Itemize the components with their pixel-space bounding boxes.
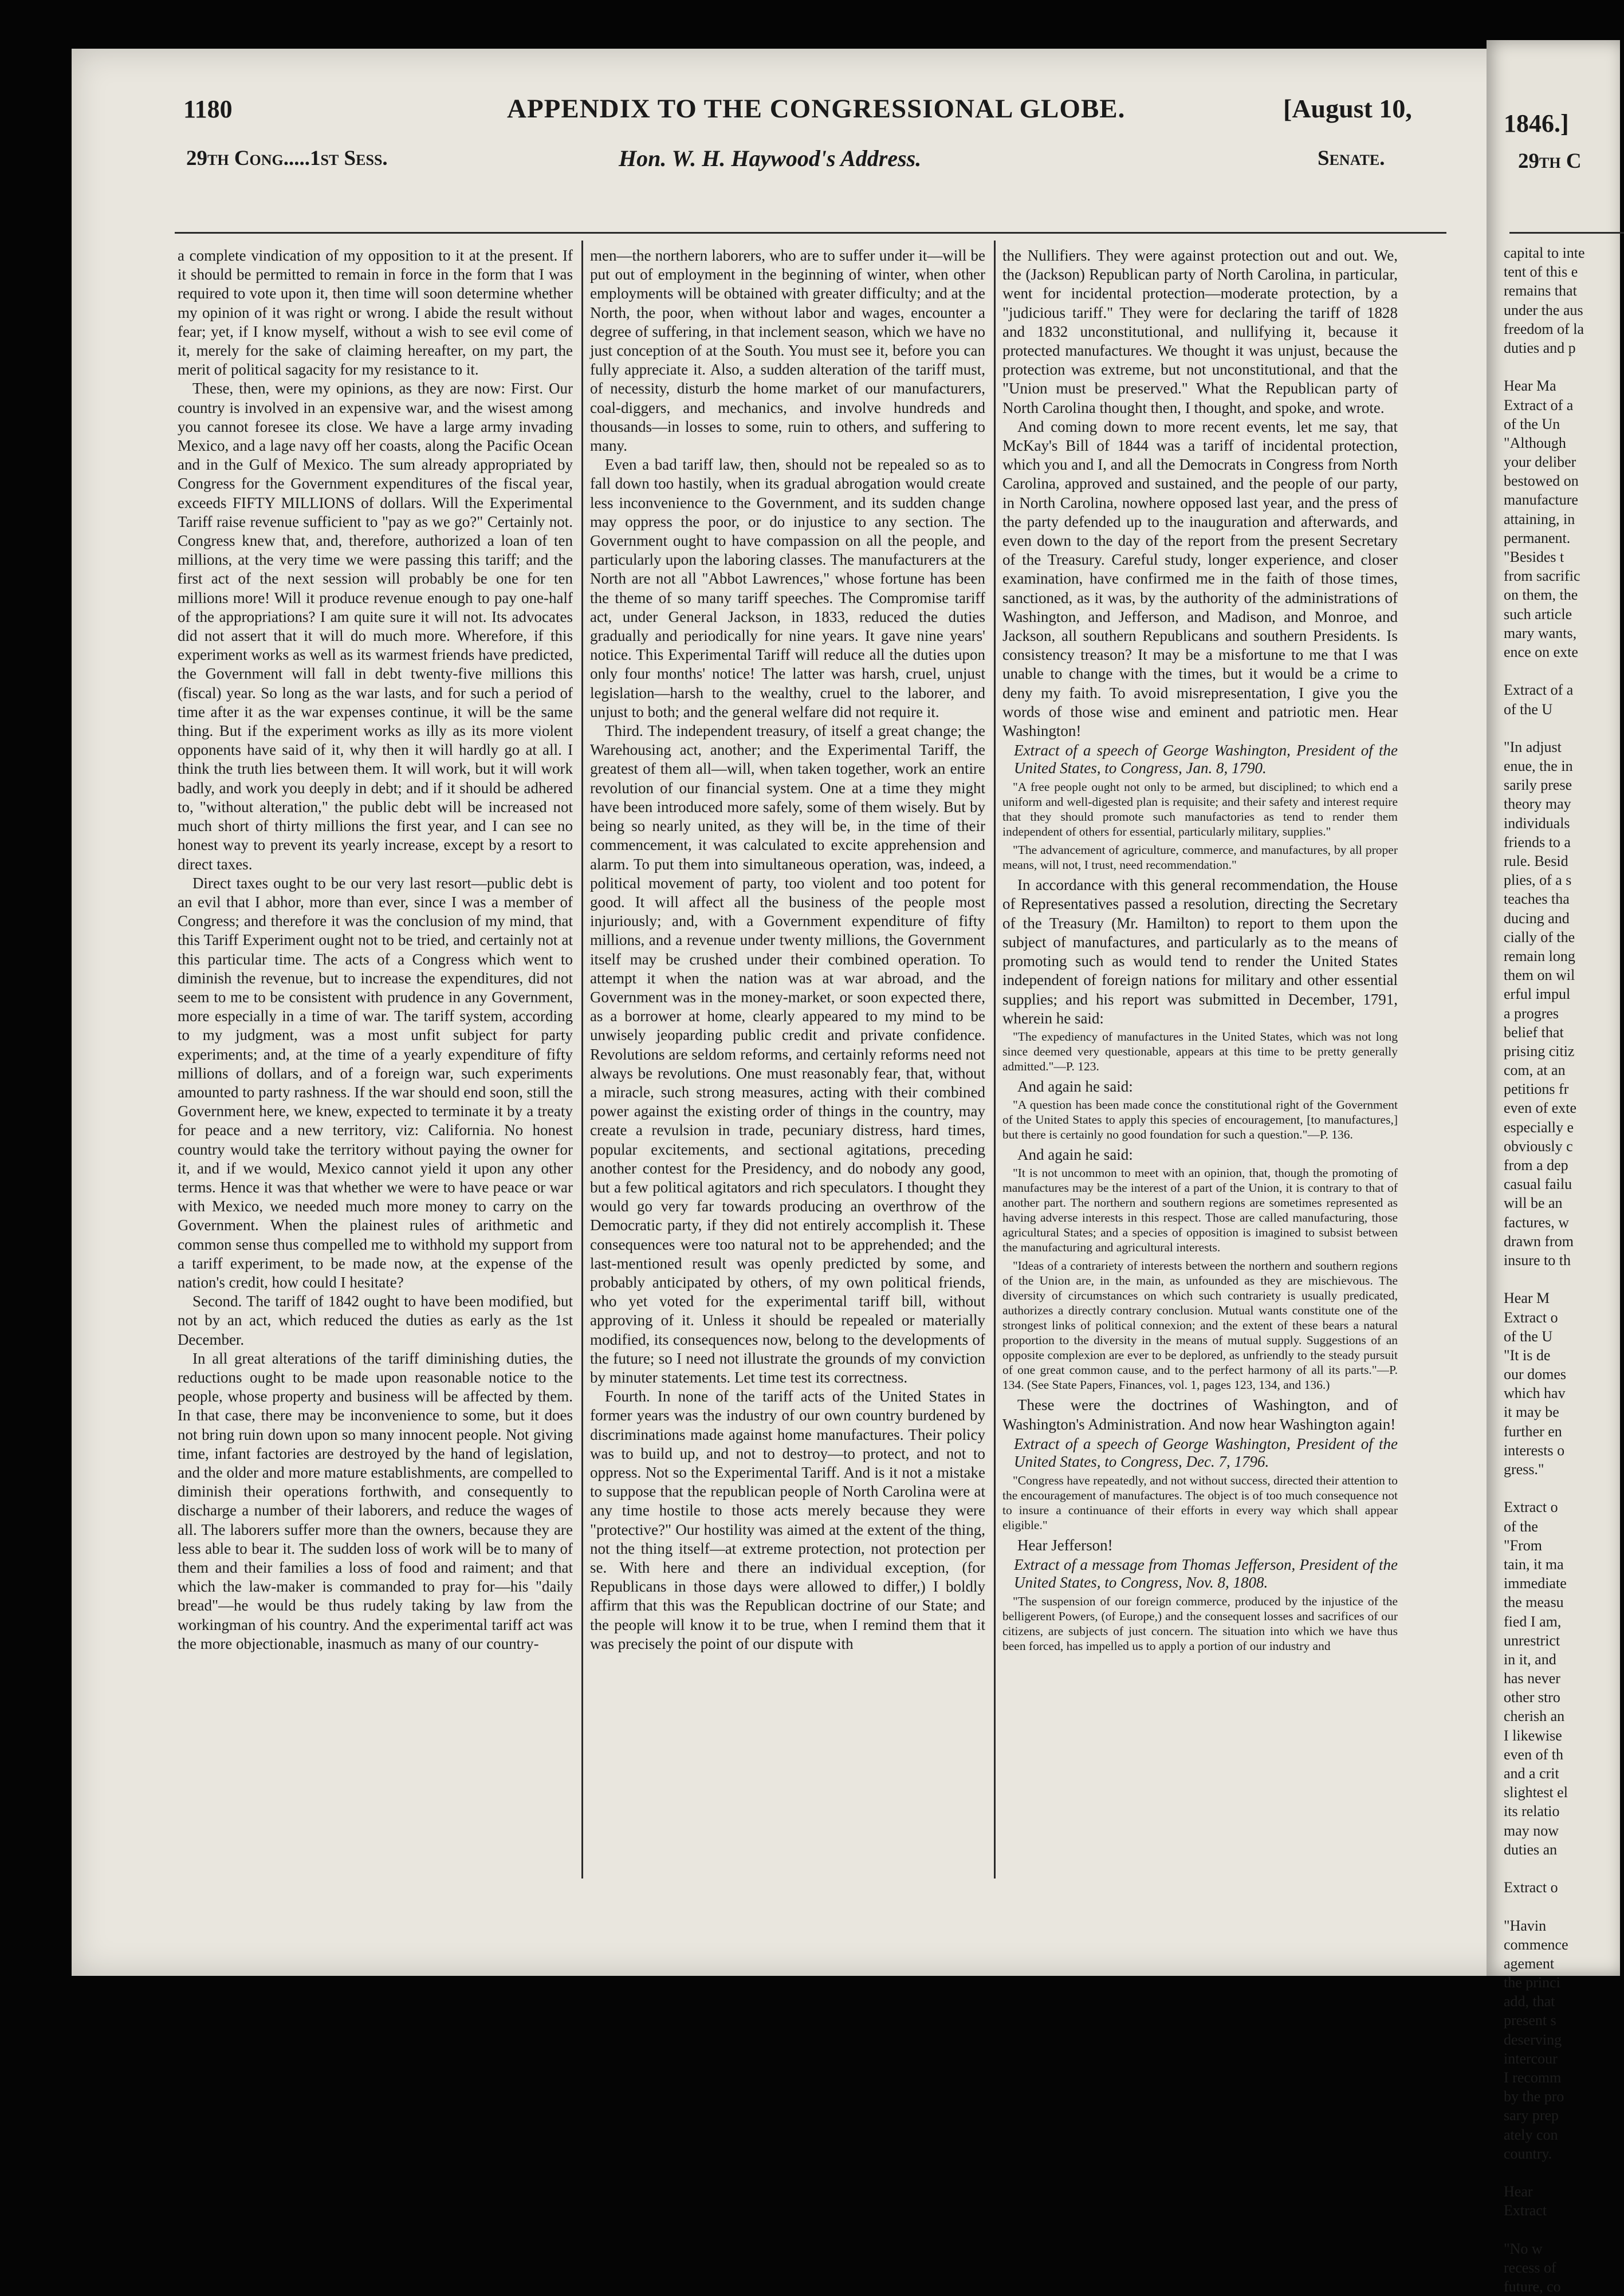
quoted-extract: "A question has been made conce the constitutional right of the Government of the United States to apply this species of encouragement, [to manufactures,] but there is certainly no good foundation for such a question."—P. 136. <box>1002 1098 1398 1142</box>
quoted-extract: "Congress have repeatedly, and not without success, directed their attention to the encouragement of manufactures. The object is of too much consequence not to insure a continuance of their efforts in every way which shall appear eligible." <box>1002 1473 1398 1532</box>
next-page-line: "In adjust <box>1504 738 1562 755</box>
next-page-line: further en <box>1504 1423 1562 1440</box>
quoted-extract: "A free people ought not only to be armed, but disciplined; to which end a uniform and well-digested plan is requisite; and their safety and interest require that they should promote such manufactories as tend to render them independent of others for essential, particularly military, supplies." <box>1002 780 1398 839</box>
next-page-line: country. <box>1504 2145 1552 2162</box>
next-page-line <box>1504 2163 1585 2182</box>
quoted-extract: "It is not uncommon to meet with an opinion, that, though the promoting of manufactures may be the interest of a part of the Union, it is contrary to that of another part. The northern and southern regions are sometimes represented as having adverse interests in this respect. Those are called manufacturing, those agricultural States; and a species of opposition is imagined to subsist between the manufacturing and agricultural interests. <box>1002 1166 1398 1255</box>
article-paragraph: These were the doctrines of Washington, and of Washington's Administration. And now hear Washington again! <box>1002 1396 1398 1433</box>
next-page-line: individuals <box>1504 814 1570 832</box>
next-page-line: the princi <box>1504 1974 1560 1991</box>
next-page-line: even of th <box>1504 1746 1563 1763</box>
next-page-line: its relatio <box>1504 1803 1560 1820</box>
next-page-line: "Although <box>1504 434 1566 451</box>
next-page-line: by the pro <box>1504 2088 1564 2105</box>
next-page-line: casual failu <box>1504 1176 1572 1193</box>
article-paragraph: Direct taxes ought to be our very last resort—public debt is an evil that I abhor, more than ever, since I was a member of Congress; and therefore it was the conclusion of my mind, that this Tariff Experiment ought not to be tried, and certainly not at this particular time. The acts of a Congress which went to diminish the revenue, but to increase the expenditures, did not seem to me to be consistent with prudence in any Government, more especially in a time of war. The tariff system, according to my judgment, was a most unfit subject for party experiments; and, at the time of a yearly expenditure of fifty millions of dollars, and of a foreign war, such experiments amounted to party rashness. If the war should end soon, still the Government here, we knew, expected to terminate it by a treaty for peace and a new territory, viz: California. No honest country would take the territory without paying the owner for it, and if we would, Mexico cannot yield it upon any other terms. Hence it was that whether we were to have peace or war with Mexico, we needed much more money to carry on the Government. When the plainest rules of arithmetic and common sense thus compelled me to withhold my support from a tariff experiment, to be made now, at the expense of the nation's credit, how could I hesitate? <box>178 874 573 1291</box>
article-paragraph: the Nullifiers. They were against protection out and out. We, the (Jackson) Republican party of North Carolina, in particular, went for incidental protection—moderate protection, by a "judicious tariff." They were for declaring the tariff of 1828 and 1832 unconstitutional, and nullifying it, because it protected manufactures. We thought it was unjust, because the protection was extreme, but not unconstitutional, and that the "Union must be preserved." What the Republican party of North Carolina thought then, I thought, and spoke, and wrote. <box>1002 247 1398 416</box>
page-title: APPENDIX TO THE CONGRESSIONAL GLOBE. <box>507 94 1126 124</box>
article-paragraph: a complete vindication of my opposition to it at the present. If it should be permitted to remain in force in the form that I was required to vote upon it, then time will soon determine whether my opinion of it was right or wrong. I abide the result without fear; yet, if I know myself, without a wish to see evil come of it, merely for the sake of claiming hereafter, on my part, the merit of political sagacity for my resistance to it. <box>178 247 573 379</box>
next-page-line: of the Un <box>1504 415 1560 432</box>
next-page-line: cherish an <box>1504 1708 1565 1725</box>
next-page-line <box>1504 661 1585 680</box>
next-page-line: interests o <box>1504 1442 1565 1459</box>
next-page-line <box>1504 1859 1585 1878</box>
next-page-line: tent of this e <box>1504 263 1578 281</box>
extract-heading: Extract of a message from Thomas Jefferson, President of the United States, to Congress, Nov. 8, 1808. <box>1014 1555 1398 1591</box>
article-paragraph: Third. The independent treasury, of itself a great change; the Warehousing act, another; and the Experimental Tariff, the greatest of them all—will, when taken together, work an entire revolution of our financial system. One at a time they might have been introduced more safely, some of them wisely. But by being so nearly united, as they will be, in the time of their commencement, it was calculated to excite apprehension and alarm. To put them into simultaneous operation, was, indeed, a political movement of party, too violent and too potent for good. It will affect all the business of the people most injuriously; and, with a Government expenditure of fifty millions, and a revenue under twenty millions, the Government itself may be crushed under their combined operation. To attempt it when the nation was at war abroad, and the Government was in the money-market, or soon expected there, as a borrower at home, clearly appeared to my mind to be unwisely jeoparding public credit and private confidence. Revolutions are seldom reforms, and certainly reforms need not always be revolutions. One must reasonably fear, that, without a miracle, such strong measures, acting with their combined power against the existing order of things in the country, may create a revulsion in trade, pecuniary distress, hard times, popular excitements, and sectional agitations, preceding another contest for the Presidency, and do nobody any good, but a few political agitators and rich speculators. I thought they would go very far towards producing an overthrow of the Democratic party, if they did not entirely accomplish it. These consequences were too natural not to be apprehended; and the last-mentioned result was openly predicted by some, and probably anticipated by others, of my own political friends, who yet voted for the experimental tariff bill, without approving of it. Unless it should be repealed or materially modified, its consequences now, belong to the developments of the future; so I need not illustrate the grounds of my conviction by minuter statements. Let time test its correctness. <box>590 722 985 1386</box>
quoted-extract: "The suspension of our foreign commerce, produced by the injustice of the belligerent Powers, (of Europe,) and the consequent losses and sacrifices of our citizens, are subjects of just concern. The situation into which we have thus been forced, has impelled us to apply a portion of our industry and <box>1002 1594 1398 1653</box>
next-page-line: plies, of a s <box>1504 872 1572 889</box>
next-page-line: "No w <box>1504 2240 1543 2257</box>
column-rule-2 <box>994 241 996 1878</box>
next-page-congress: 29th C <box>1518 149 1582 173</box>
next-page-line: other stro <box>1504 1689 1560 1706</box>
next-page-line: insure to th <box>1504 1251 1571 1269</box>
article-paragraph: Second. The tariff of 1842 ought to have been modified, but not by an act, which reduced the duties as early as the 1st December. <box>178 1293 573 1348</box>
extract-heading: Extract of a speech of George Washington, President of the United States, to Congress, Dec. 7, 1796. <box>1014 1435 1398 1470</box>
next-page-line: our domes <box>1504 1366 1567 1383</box>
next-page-line: a progres <box>1504 1005 1559 1022</box>
next-page-line: Extract o <box>1504 1879 1558 1896</box>
quoted-extract: "The advancement of agriculture, commerce, and manufactures, by all proper means, will not, I trust, need recommendation." <box>1002 843 1398 872</box>
next-page-line: ducing and <box>1504 909 1570 927</box>
next-page-line: I likewise <box>1504 1727 1562 1744</box>
extract-heading: Extract of a speech of George Washington, President of the United States, to Congress, Jan. 8, 1790. <box>1014 742 1398 777</box>
next-page-line: enue, the in <box>1504 758 1573 775</box>
next-page-line: sarily prese <box>1504 777 1572 794</box>
next-page-line: freedom of la <box>1504 320 1584 337</box>
column-3 <box>1002 246 1398 1896</box>
next-page-line <box>1504 1897 1585 1916</box>
next-page-line: "It is de <box>1504 1346 1551 1364</box>
article-paragraph: men—the northern laborers, who are to suffer under it—will be put out of employment in the beginning of winter, when other employments will be obtained with greater difficulty; and at the North, the poor, when without labor and wages, encounter a degree of suffering, in that inclement season, which we have no just conception of at the South. You must see it, before you can fully appreciate it. Also, a sudden alteration of the tariff must, of necessity, disturb the home market of our manufacturers, coal-diggers, and mechanics, and involve hundreds and thousands—in losses to some, ruin to others, and suffering to many. <box>590 247 985 455</box>
next-page-line <box>1504 1479 1585 1498</box>
next-page-line: duties and p <box>1504 339 1576 356</box>
newspaper-page <box>72 49 1587 1976</box>
next-page-line: duties an <box>1504 1841 1558 1858</box>
next-page-line: Extract of a <box>1504 682 1574 699</box>
next-page-line: remain long <box>1504 947 1575 964</box>
next-page-line: it may be <box>1504 1404 1559 1421</box>
next-page-line: of the U <box>1504 700 1553 718</box>
next-page-line: teaches tha <box>1504 891 1570 908</box>
next-page-line: of the U <box>1504 1328 1553 1345</box>
next-page-line: factures, w <box>1504 1214 1570 1231</box>
next-page-line: bestowed on <box>1504 472 1579 490</box>
next-page-line: will be an <box>1504 1195 1563 1212</box>
next-page-edge <box>1487 40 1620 2295</box>
next-page-line: erful impul <box>1504 986 1571 1003</box>
next-page-line: I recomm <box>1504 2069 1562 2086</box>
next-page-line: sary prep <box>1504 2107 1559 2124</box>
next-page-line: which hav <box>1504 1385 1566 1402</box>
next-page-line: even of exte <box>1504 1100 1577 1117</box>
next-page-line: has never <box>1504 1670 1560 1687</box>
next-page-line: Hear Ma <box>1504 377 1556 395</box>
next-page-line: recess of <box>1504 2259 1556 2276</box>
column-2 <box>590 246 985 1896</box>
next-page-line: "From <box>1504 1537 1542 1554</box>
chamber-label: Senate. <box>1318 147 1385 170</box>
next-page-line: ence on exte <box>1504 643 1578 660</box>
next-page-line: friends to a <box>1504 833 1571 850</box>
article-paragraph: And again he said: <box>1017 1146 1133 1164</box>
next-page-line: Extract <box>1504 2202 1547 2219</box>
next-page-line: agement <box>1504 1955 1555 1972</box>
quoted-extract: "The expediency of manufactures in the United States, which was not long since deemed very questionable, appears at this time to be pretty generally admitted."—P. 123. <box>1002 1029 1398 1073</box>
next-page-line: petitions fr <box>1504 1081 1569 1098</box>
next-page-line: under the aus <box>1504 301 1583 318</box>
next-page-line: especially e <box>1504 1119 1574 1136</box>
next-page-line: theory may <box>1504 795 1571 813</box>
next-page-line: on them, the <box>1504 586 1578 604</box>
next-page-line: Hear M <box>1504 1290 1550 1307</box>
next-page-line: deserving <box>1504 2031 1562 2048</box>
next-page-line: mary wants, <box>1504 624 1577 641</box>
next-page-line: Extract o <box>1504 1309 1558 1326</box>
next-page-line: intercour <box>1504 2050 1558 2067</box>
next-page-line: remains that <box>1504 282 1577 300</box>
next-page-line: rule. Besid <box>1504 853 1568 869</box>
next-page-line: Extract o <box>1504 1499 1558 1516</box>
column-rule-1 <box>581 241 583 1878</box>
next-page-line: capital to inte <box>1504 245 1585 261</box>
next-page-line: Hear <box>1504 2183 1533 2200</box>
next-page-line: gress." <box>1504 1461 1544 1478</box>
page-content <box>72 49 1541 1976</box>
next-page-line: unrestrict <box>1504 1632 1560 1649</box>
next-page-line <box>1504 357 1585 376</box>
article-paragraph: And coming down to more recent events, let me say, that McKay's Bill of 1844 was a tariff of incidental protection, which you and I, and all the Democrats in Congress from North Carolina, approved and sustained, and the people of our party, in North Carolina, nowhere opposed last year, and the press of the party defended up to the inauguration and afterwards, and even down to the day of the report from the present Secretary of the Treasury. Careful study, longer experience, and closer examination, have confirmed me in the faith of those times, sanctioned, as it was, by the authority of the administrations of Washington, and Jefferson, and Madison, and Monroe, and Jackson, all southern Republicans and southern Presidents. Is consistency treason? It may be a misfortune to me that I was unable to change with the times, but it would be a crime to deny my faith. To avoid misrepresentation, I give you the words of those wise and eminent and patriotic men. Hear Washington! <box>1002 418 1398 740</box>
next-page-line: "Havin <box>1504 1917 1547 1934</box>
next-page-line: belief that <box>1504 1023 1564 1041</box>
next-page-line: from sacrific <box>1504 568 1580 585</box>
article-paragraph: Even a bad tariff law, then, should not be repealed so as to fall down too hastily, when its gradual abrogation would create less inconvenience to the Government, and its sudden change may oppress the poor, or do injustice to any section. The Government ought to have compassion on all the people, and particularly upon the laboring classes. The manufacturers at the North are not all "Abbot Lawrences," whose fortune has been the theme of so many tariff speeches. The Compromise tariff act, under General Jackson, in 1833, reduced the duties gradually and periodically for nine years. It gave nine years' notice. This Experimental Tariff will reduce all the duties upon only four months' notice! The latter was harsh, cruel, unjust legislation—harsh to the wealthy, cruel to the laborer, and unjust to both; and the general welfare did not require it. <box>590 456 985 720</box>
next-page-year: 1846.] <box>1504 109 1569 137</box>
next-page-line: your deliber <box>1504 454 1576 471</box>
next-page-line: from a dep <box>1504 1157 1568 1173</box>
next-page-line: permanent. <box>1504 529 1571 546</box>
next-page-line: fied I am, <box>1504 1613 1562 1630</box>
next-page-line: ately con <box>1504 2126 1558 2143</box>
page-number: 1180 <box>183 95 233 123</box>
next-page-line: such article <box>1504 605 1572 623</box>
quoted-extract: "Ideas of a contrariety of interests between the northern and southern regions of the Union are, in the main, as unfounded as they are mischievous. The diversity of circumstances on which such contrariety is usually predicated, authorizes a directly contrary conclusion. Mutual wants constitute one of the strongest links of political connexion; and the extent of these bears a natural proportion to the diversity in the means of mutual supply. Suggestions of an opposite complexion are ever to be deplored, as unfriendly to the steady pursuit of one great common cause, and to the perfect harmony of all its parts."—P. 134. (See State Papers, Finances, vol. 1, pages 123, 134, and 136.) <box>1002 1259 1398 1392</box>
next-page-line: the measu <box>1504 1594 1564 1611</box>
article-paragraph: Hear Jefferson! <box>1017 1536 1113 1554</box>
next-page-line: cially of the <box>1504 928 1575 946</box>
congress-session: 29th Cong.....1st Sess. <box>186 147 388 170</box>
article-paragraph: In accordance with this general recommendation, the House of Representatives passed a resolution, directing the Secretary of the Treasury (Mr. Hamilton) to report to them upon the subject of manufactures, and particularly as to the means of promoting such as would tend to render the United States independent of foreign nations for military and other essential supplies; and his report was submitted in December, 1791, wherein he said: <box>1002 876 1398 1027</box>
next-page-rule <box>1509 232 1624 234</box>
next-page-line: may now <box>1504 1822 1559 1839</box>
next-page-line: com, at an <box>1504 1062 1566 1079</box>
next-page-line: prising citiz <box>1504 1042 1575 1060</box>
next-page-line: obviously c <box>1504 1137 1573 1155</box>
column-1 <box>178 246 573 1896</box>
next-page-line <box>1504 719 1585 738</box>
article-paragraph: And again he said: <box>1017 1077 1133 1095</box>
next-page-line: drawn from <box>1504 1232 1574 1250</box>
next-page-line: of the <box>1504 1518 1538 1535</box>
next-page-line: commence <box>1504 1936 1568 1953</box>
next-page-line: tain, it ma <box>1504 1555 1564 1573</box>
article-paragraph: Fourth. In none of the tariff acts of the United States in former years was the industry of our own country burdened by discriminations made against home manufactures. Their policy was to build up, and not to destroy—to protect, and not to oppress. Not so the Experimental Tariff. And is it not a mistake to suppose that the republican people of North Carolina were at any time hostile to those acts merely because they were "protective?" Our hostility was aimed at the extent of the thing, not the thing itself—at extreme protection, not protection per se. With here and there an individual exception, (for Republicans in those days were allowed to differ,) I boldly affirm that this was the Republican doctrine of our State; and the people will know it to be true, when I remind them that it was precisely the point of our dispute with <box>590 1388 985 1652</box>
next-page-line: add, that <box>1504 1993 1555 2010</box>
next-page-line: present s <box>1504 2012 1556 2029</box>
next-page-line: Extract of a <box>1504 396 1574 413</box>
next-page-line: "Besides t <box>1504 549 1564 565</box>
header-rule <box>175 232 1446 234</box>
next-page-line <box>1504 2220 1585 2239</box>
next-page-line <box>1504 1270 1585 1289</box>
next-page-line: immediate <box>1504 1575 1567 1592</box>
next-page-line: slightest el <box>1504 1784 1568 1801</box>
next-page-line: and a crit <box>1504 1765 1559 1782</box>
address-title: Hon. W. H. Haywood's Address. <box>619 145 922 171</box>
next-page-line: attaining, in <box>1504 510 1575 527</box>
next-page-line: future, co <box>1504 2278 1561 2295</box>
next-page-line: in it, and <box>1504 1651 1556 1668</box>
issue-date: [August 10, <box>1283 94 1412 123</box>
next-page-text <box>1504 243 1585 2296</box>
next-page-line: them on wil <box>1504 967 1575 984</box>
article-paragraph: These, then, were my opinions, as they are now: First. Our country is involved in an expensive war, and the wisest among you cannot foresee its close. We have a large army invading Mexico, and a lage navy off her coasts, along the Pacific Ocean and in the Gulf of Mexico. The sum already appropriated by Congress for the Government expenditures of the fiscal year, exceeds FIFTY MILLIONS of dollars. Will the Experimental Tariff raise revenue sufficient to "pay as we go?" Certainly not. Congress knew that, and, therefore, authorized a loan of ten millions, at the very time we were passing this tariff; and the first act of the next session will probably be one for ten millions more! Will it produce revenue enough to pay one-half of the appropriations? I am quite sure it will not. Its advocates did not assert that it will do much more. Wherefore, if this experiment works as well as its warmest friends have predicted, the Government will fall in debt twenty-five millions this (fiscal) year. So long as the war lasts, and for such a period of time after it as the war expenses continue, it will be the same thing. But if the experiment works as illy as its more violent opponents have said of it, why then it will hardly go at all. I think the truth lies between them. It will work, but it will work badly, and work you deeply in debt; and if it should be adhered to, "without alteration," the public debt will be increased not much short of thirty millions the first year, and I can see no honest way to prevent its yearly increase, except by a resort to direct taxes. <box>178 380 573 873</box>
next-page-line: manufacture <box>1504 491 1578 509</box>
article-paragraph: In all great alterations of the tariff diminishing duties, the reductions ought to be made upon reasonable notice to the people, whose property and business will be affected by them. In that case, there may be inconvenience to some, but it does not bring ruin down upon so many innocent people. Not giving time, infant factories are destroyed by the hand of legislation, and the older and more mature establishments, are compelled to diminish their operations forthwith, and consequently to discharge a number of their laborers, and reduce the wages of all. The laborers suffer more than the owners, because they are less able to bear it. The sudden loss of work will be to many of them and their families a loss of food and raiment; and that which the law-maker is commanded to pray for—his "daily bread"—he would be thus rudely taking by law from the workingman of his country. And the experimental tariff act was the more objectionable, inasmuch as many of our country- <box>178 1349 573 1652</box>
